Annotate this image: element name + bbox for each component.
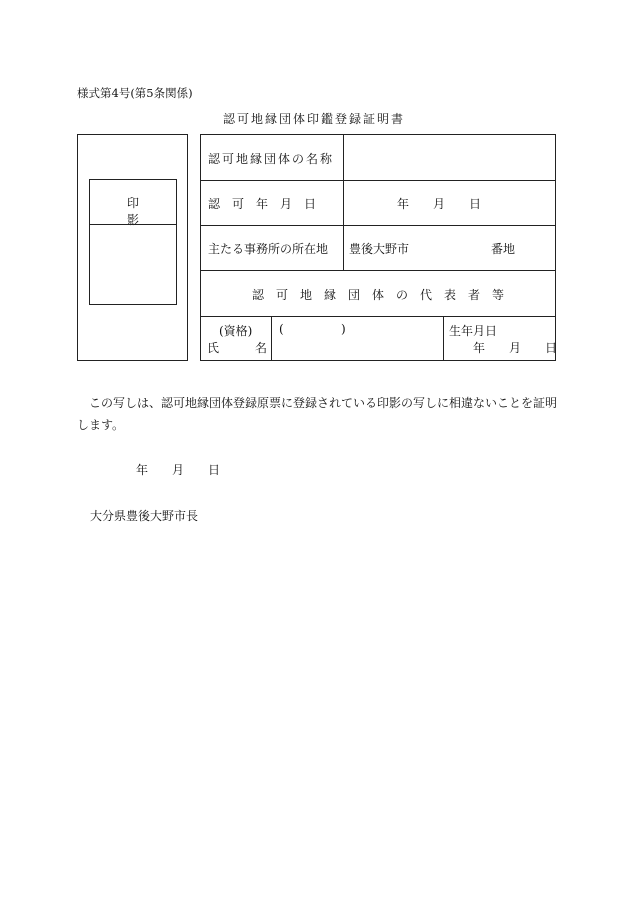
approval-date-label: 認 可 年 月 日 [208, 197, 317, 211]
issuer-name: 大分県豊後大野市長 [90, 509, 199, 523]
approval-date-value: 年 月 日 [397, 197, 482, 211]
birthdate-value: 年 月 日 [473, 341, 558, 355]
row-divider [201, 225, 555, 226]
qualification-divider [271, 316, 272, 361]
certificate-table [200, 134, 556, 361]
qualification-label: (資格) [219, 324, 253, 338]
seal-divider [90, 224, 176, 225]
seal-label: 印 影 [126, 196, 200, 227]
birthdate-divider [443, 316, 444, 361]
office-city: 豊後大野市 [349, 242, 410, 256]
row-divider [201, 270, 555, 271]
office-address-label: 主たる事務所の所在地 [208, 242, 329, 256]
group-name-label: 認可地縁団体の名称 [208, 152, 335, 166]
form-number-label: 様式第4号(第5条関係) [77, 86, 193, 100]
certification-statement: この写しは、認可地縁団体登録原票に登録されている印影の写しに相違ないことを証明します。 [77, 396, 558, 432]
birthdate-label: 生年月日 [449, 324, 498, 338]
document-title: 認可地縁団体印鑑登録証明書 [223, 112, 406, 126]
office-banchi: 番地 [491, 242, 516, 256]
seal-box [89, 179, 200, 305]
representative-header: 認 可 地 縁 団 体 の 代 表 者 等 [251, 288, 504, 302]
name-field-label: 氏 名 [207, 341, 268, 355]
issue-date: 年 月 日 [136, 463, 221, 477]
row-divider [201, 316, 555, 317]
row-divider [201, 180, 555, 181]
qualification-open-paren: ( [279, 322, 284, 336]
qualification-close-paren: ) [341, 322, 346, 336]
label-column-divider [343, 135, 344, 270]
